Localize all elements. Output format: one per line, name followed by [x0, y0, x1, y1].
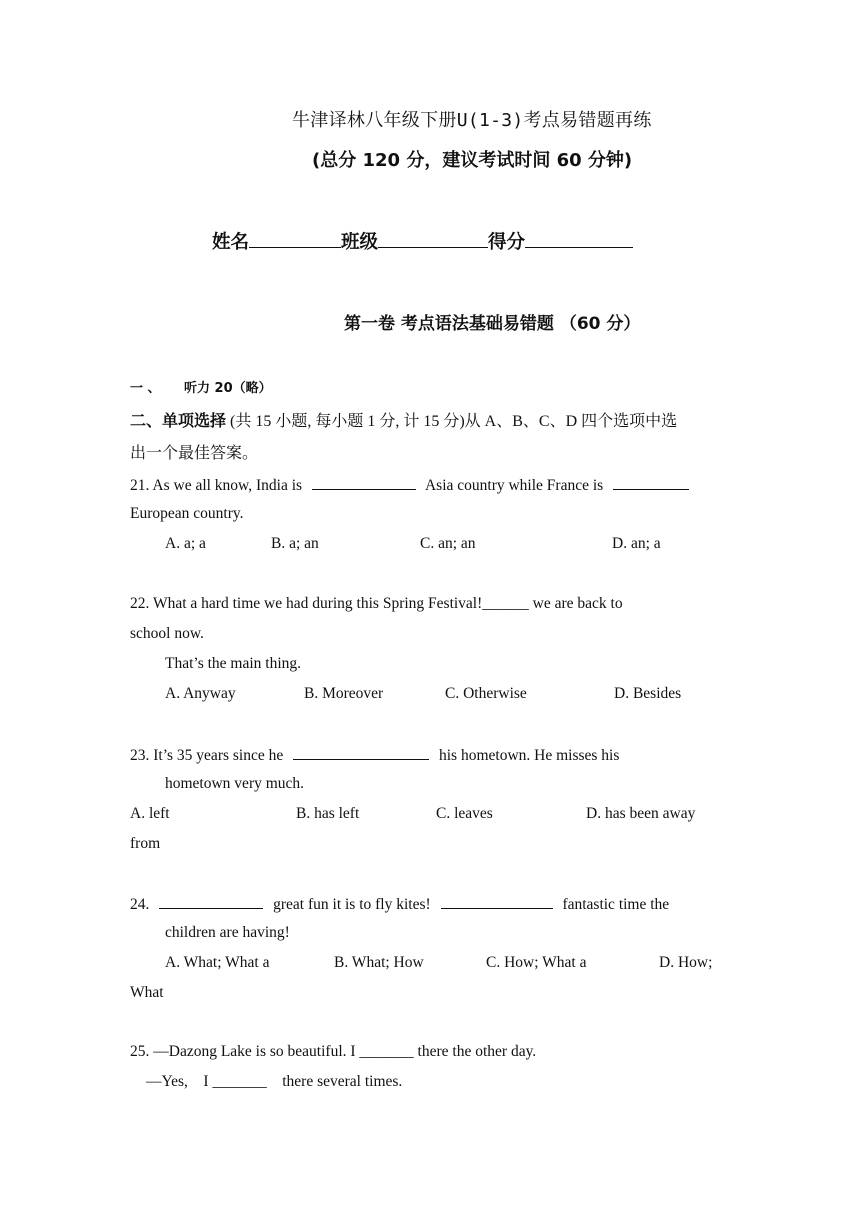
q22-option-b[interactable]: B. Moreover	[304, 685, 384, 702]
q21-text-a: 21. As we all know, India is	[130, 477, 303, 494]
q21-option-a[interactable]: A. a; a	[165, 535, 206, 552]
q21-blank-2[interactable]	[613, 475, 689, 490]
q22-option-a[interactable]: A. Anyway	[165, 685, 236, 702]
name-blank[interactable]	[249, 233, 341, 248]
q24-option-c[interactable]: C. How; What a	[486, 954, 587, 971]
q24-text-b: great fun it is to fly kites!	[273, 896, 431, 913]
q21-text-b: Asia country while France is	[424, 477, 604, 494]
class-blank[interactable]	[378, 233, 488, 248]
q21-option-c[interactable]: C. an; an	[420, 535, 476, 552]
section2-intro-b: 出一个最佳答案。	[130, 445, 259, 462]
section2-intro	[130, 408, 677, 431]
q21-line2: European country.	[130, 505, 244, 522]
score-blank[interactable]	[525, 233, 633, 248]
document-title: 牛津译林八年级下册U(1-3)考点易错题再练	[292, 110, 652, 131]
q24-option-a[interactable]: A. What; What a	[165, 954, 270, 971]
q23-option-c[interactable]: C. leaves	[436, 805, 493, 822]
q23-text-a: 23. It’s 35 years since he	[130, 747, 284, 764]
q25-line1: 25. —Dazong Lake is so beautiful. I _______ there the other day.	[130, 1043, 537, 1060]
section2-intro-a: (共 15 小题, 每小题 1 分, 计 15 分)从 A、B、C、D 四个选项中选	[230, 413, 678, 430]
q24-option-d[interactable]: D. How;	[659, 954, 713, 971]
q22-option-c[interactable]: C. Otherwise	[445, 685, 527, 702]
part1-heading: 第一卷 考点语法基础易错题 （60 分）	[344, 314, 641, 334]
q23-text-b: his hometown. He misses his	[439, 747, 620, 764]
document-subtitle: (总分 120 分，建议考试时间 60 分钟)	[312, 150, 633, 171]
q21-option-b[interactable]: B. a; an	[271, 535, 319, 552]
q22-line1: 22. What a hard time we had during this Spring Festival!______ we are back to	[130, 595, 623, 612]
q24-text-c: fantastic time the	[562, 896, 670, 913]
q22-option-d[interactable]: D. Besides	[614, 685, 682, 702]
q25-line2: —Yes, I _______ there several times.	[146, 1073, 403, 1090]
q22-line2: school now.	[130, 625, 204, 642]
q23-option-d-wrap: from	[130, 835, 161, 852]
section1-number: 一 、	[130, 381, 161, 396]
question-23-line1	[130, 745, 619, 765]
q23-line2: hometown very much.	[165, 775, 305, 792]
class-label: 班级	[341, 232, 379, 253]
q21-blank-1[interactable]	[312, 475, 416, 490]
q24-option-d-wrap: What	[130, 984, 164, 1001]
q24-blank-1[interactable]	[159, 894, 263, 909]
q23-option-d[interactable]: D. has been away	[586, 805, 696, 822]
section2-heading: 二、单项选择	[130, 411, 227, 430]
name-label: 姓名	[212, 232, 250, 253]
question-21-line1	[130, 475, 689, 495]
q24-line2: children are having!	[165, 924, 290, 941]
section1-text: 听力 20（略）	[184, 381, 272, 396]
q23-blank[interactable]	[293, 745, 429, 760]
q24-blank-2[interactable]	[441, 894, 553, 909]
q24-number: 24.	[130, 896, 150, 913]
question-24-line1	[130, 894, 669, 914]
q22-line3: That’s the main thing.	[165, 655, 302, 672]
q23-option-b[interactable]: B. has left	[296, 805, 360, 822]
info-line	[212, 228, 633, 254]
q24-option-b[interactable]: B. What; How	[334, 954, 424, 971]
q21-option-d[interactable]: D. an; a	[612, 535, 661, 552]
score-label: 得分	[488, 232, 526, 253]
q23-option-a[interactable]: A. left	[130, 805, 170, 822]
